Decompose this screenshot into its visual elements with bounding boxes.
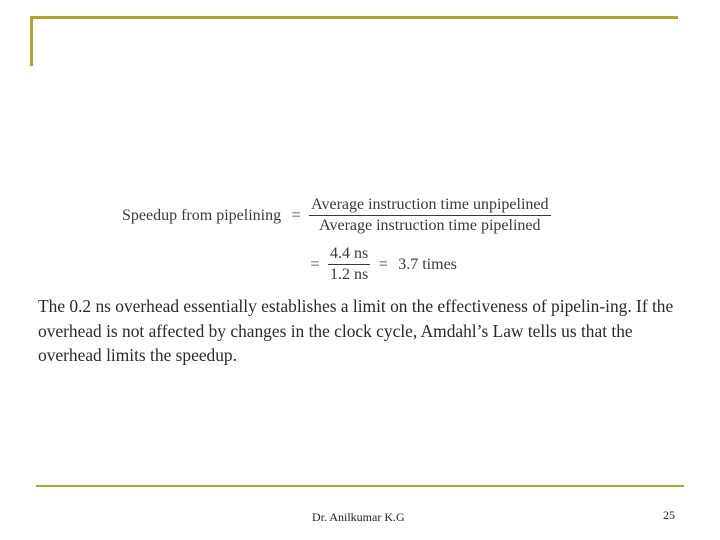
body-paragraph: The 0.2 ns overhead essentially establishes a limit on the effectiveness of pipelin-ing. If the overhead is not affected by changes in the clock cycle, Amdahl’s Law tells us that the overhead limits the speedup. (38, 296, 674, 365)
slide-frame-left-rule (30, 16, 33, 66)
slide-frame-top-rule (30, 16, 678, 19)
fraction-numerator: 4.4 ns (328, 245, 370, 265)
equation-label: Speedup from pipelining (122, 206, 282, 224)
fraction-denominator: 1.2 ns (330, 266, 369, 283)
equation-fraction-2 (328, 245, 370, 284)
equation-result: 3.7 times (398, 255, 457, 273)
fraction-numerator: Average instruction time unpipelined (309, 196, 550, 216)
equals-sign: = (378, 255, 388, 273)
fraction-denominator: Average instruction time pipelined (319, 217, 541, 234)
equation-fraction-1 (309, 196, 550, 235)
footer-rule (36, 485, 684, 487)
equals-sign: = (310, 255, 320, 273)
equals-sign: = (291, 206, 301, 224)
page-number: 25 (663, 508, 675, 522)
footer-author: Dr. Anilkumar K.G (312, 510, 405, 524)
equation-line-2 (308, 245, 457, 284)
equation-line-1 (122, 196, 557, 235)
